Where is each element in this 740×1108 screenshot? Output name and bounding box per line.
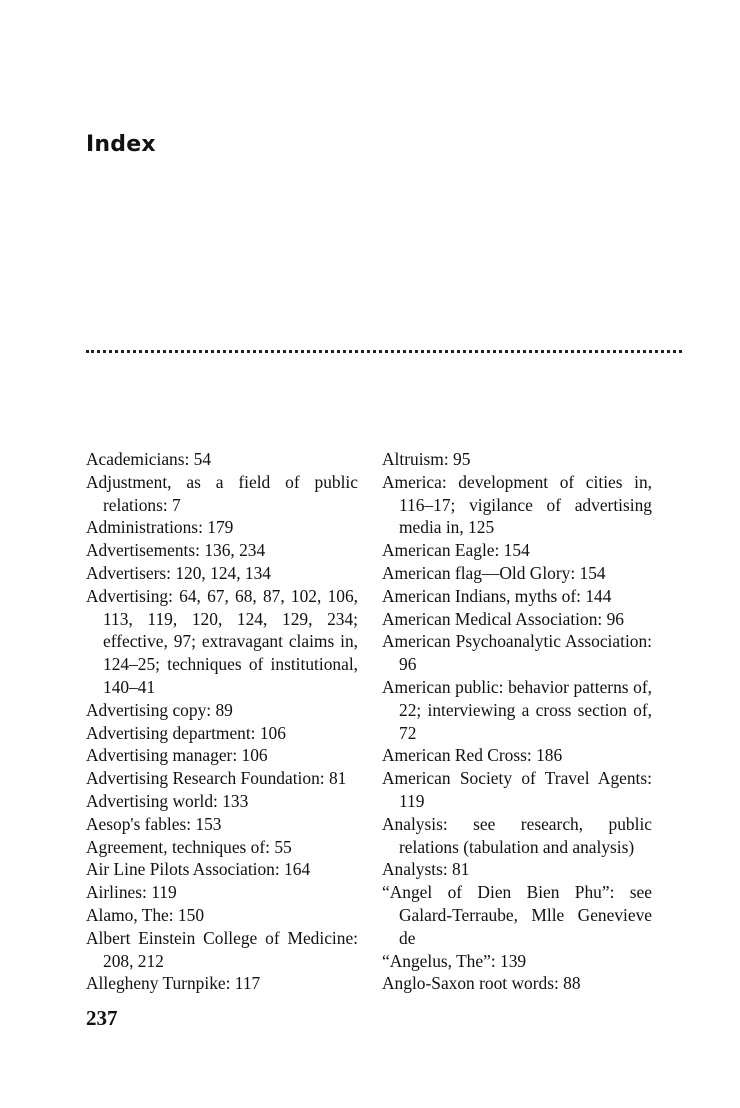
index-column-right	[382, 448, 652, 995]
index-entry: Allegheny Turnpike: 117	[86, 973, 261, 994]
index-entry: American flag—Old Glory: 154	[382, 562, 606, 583]
index-heading: Index	[86, 132, 156, 157]
index-entry: Administrations: 179	[86, 517, 234, 538]
index-entry: American Indians, myths of: 144	[382, 585, 612, 606]
index-entry: Albert Einstein College of Medicine: 208, 212	[86, 927, 358, 971]
index-entry: American Medical Association: 96	[382, 608, 624, 629]
index-entry: Air Line Pilots Association: 164	[86, 859, 311, 880]
index-entry: Advertising department: 106	[86, 722, 286, 743]
index-entry: Altruism: 95	[382, 449, 471, 469]
index-entry: Agreement, techniques of: 55	[86, 836, 292, 857]
index-entry: American Society of Travel Agents: 119	[382, 768, 652, 811]
index-entry: Analysts: 81	[382, 859, 470, 880]
index-entry: American Red Cross: 186	[382, 745, 563, 766]
index-entry: Anglo-Saxon root words: 88	[382, 973, 581, 994]
index-column-left	[86, 448, 358, 995]
index-entry: American Eagle: 154	[382, 540, 530, 561]
index-entry: Advertising: 64, 67, 68, 87, 102, 106, 113, 119, 120, 124, 129, 234; effective, 97; extravagant claims in, 124–25; techniques of institutional, 140–41	[86, 585, 358, 697]
index-entry: Adjustment, as a field of public relations: 7	[86, 471, 358, 515]
index-entry: Advertising manager: 106	[86, 745, 268, 766]
index-entry: Analysis: see research, public relations (tabulation and analysis)	[382, 813, 652, 857]
index-entry: American public: behavior patterns of, 22; interviewing a cross section of, 72	[382, 676, 652, 743]
index-entry: “Angel of Dien Bien Phu”: see Galard-Terraube, Mlle Genevieve de	[382, 882, 652, 948]
index-entry: Advertising copy: 89	[86, 699, 233, 720]
dotted-rule	[86, 350, 682, 353]
index-entry: Advertising world: 133	[86, 790, 249, 811]
index-entry: Advertisements: 136, 234	[86, 540, 266, 561]
index-entry: Alamo, The: 150	[86, 904, 205, 925]
index-entry: “Angelus, The”: 139	[382, 950, 527, 971]
index-entry: Advertisers: 120, 124, 134	[86, 562, 271, 583]
index-entry: Airlines: 119	[86, 882, 177, 903]
index-entry: Aesop's fables: 153	[86, 813, 222, 834]
index-entry: America: development of cities in, 116–17; vigilance of advertising media in, 125	[382, 471, 652, 538]
page-number: 237	[86, 1006, 118, 1030]
index-entry: American Psychoanalytic Association: 96	[382, 631, 652, 675]
index-entry: Academicians: 54	[86, 449, 212, 469]
index-entry: Advertising Research Foundation: 81	[86, 768, 347, 789]
